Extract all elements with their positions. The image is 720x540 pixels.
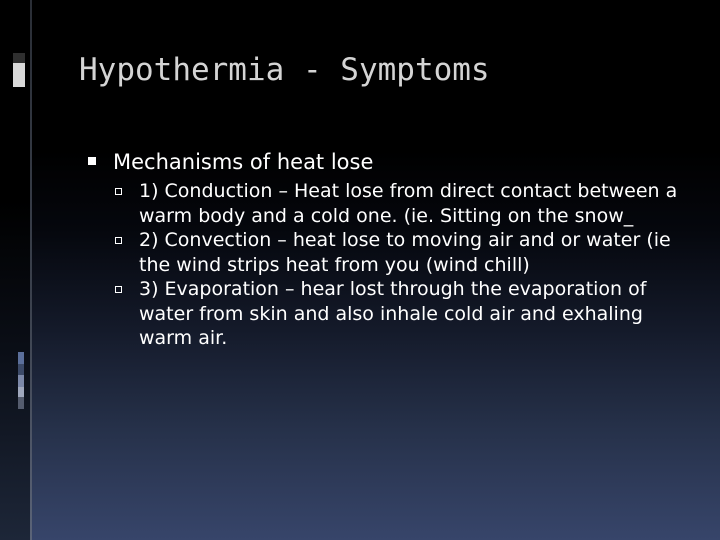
sub-bullet-list [86, 179, 696, 351]
sub-bullet-item [86, 228, 696, 277]
bullet-text: Mechanisms of heat lose [113, 150, 374, 174]
sub-bullet-item [86, 277, 696, 351]
decor-block-light [13, 63, 25, 87]
filled-square-bullet-icon [88, 157, 96, 165]
decor-block-dark [13, 53, 25, 63]
sub-bullet-text: 3) Evaporation – hear lost through the evaporation of water from skin and also inhale cold air and exhaling warm air. [139, 278, 647, 349]
slide-body [86, 145, 696, 351]
sub-bullet-item [86, 179, 696, 228]
decor-bar [18, 387, 24, 397]
decor-bar [18, 352, 24, 364]
slide-title: Hypothermia - Symptoms [79, 52, 490, 88]
sub-bullet-text: 1) Conduction – Heat lose from direct contact between a warm body and a cold one. (ie. Sitting on the snow_ [139, 180, 678, 227]
decor-bar [18, 397, 24, 409]
sub-bullet-text: 2) Convection – heat lose to moving air and or water (ie the wind strips heat from you (wind chill) [139, 229, 671, 276]
left-decor-panel [0, 0, 30, 540]
bullet-item [86, 145, 696, 179]
outline-square-bullet-icon [115, 237, 122, 244]
decor-bar [18, 375, 24, 387]
outline-square-bullet-icon [115, 286, 122, 293]
decor-bar [18, 364, 24, 375]
outline-square-bullet-icon [115, 188, 122, 195]
left-divider-line [30, 0, 32, 540]
